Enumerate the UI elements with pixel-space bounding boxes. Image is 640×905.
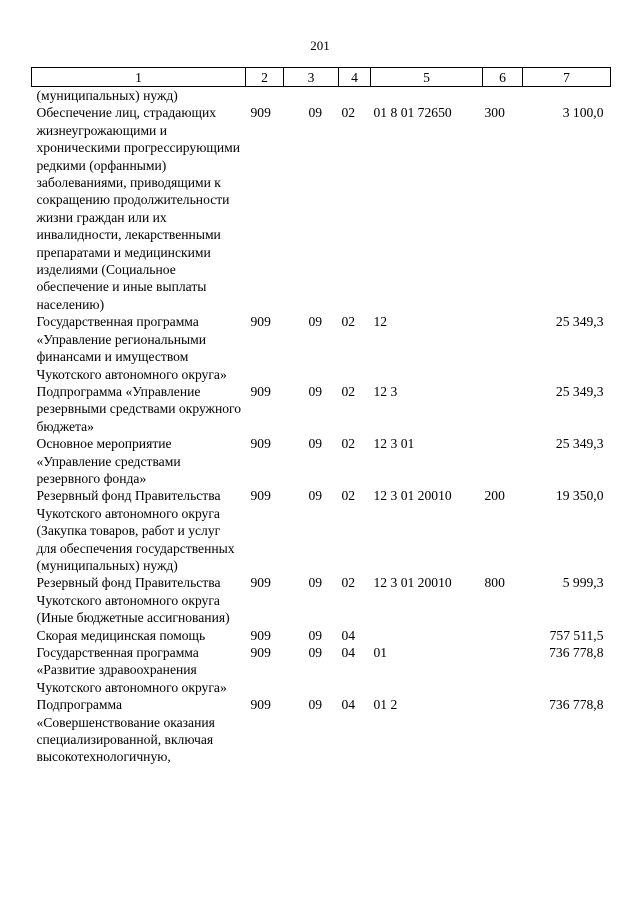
budget-table <box>31 67 611 766</box>
row-ministry-code: 909 <box>250 575 271 591</box>
row-subsection-code: 04 <box>341 645 356 660</box>
row-name: Государственная программа «Развитие здравоохранения Чукотского автономного округа» <box>36 645 227 695</box>
row-expense-type <box>483 87 523 105</box>
row-subsection-code: 04 <box>341 697 356 713</box>
row-amount: 19 350,0 <box>555 488 604 504</box>
row-section-code: 09 <box>308 575 323 591</box>
row-ministry-code: 909 <box>250 697 271 713</box>
table-row <box>32 574 611 626</box>
row-subsection-code: 02 <box>341 314 356 330</box>
table-row <box>32 104 611 313</box>
row-ministry-code: 909 <box>250 383 271 399</box>
table-row <box>32 644 611 696</box>
row-amount: 757 511,5 <box>549 627 604 643</box>
row-ministry-code: 909 <box>250 627 271 643</box>
row-section-code: 09 <box>308 436 323 452</box>
header-col-4: 4 <box>339 68 371 87</box>
row-expense-type: 300 <box>484 105 505 121</box>
row-target-code: 12 3 01 20010 <box>373 488 452 504</box>
row-ministry-code: 909 <box>250 105 271 121</box>
header-col-2: 2 <box>246 68 284 87</box>
row-amount: 25 349,3 <box>555 314 604 330</box>
row-name: Основное мероприятие «Управление средствами резервного фонда» <box>36 436 181 486</box>
row-subsection-code: 02 <box>341 488 356 504</box>
row-target-code: 12 3 01 <box>373 436 415 452</box>
row-target-code: 12 3 01 20010 <box>373 575 452 591</box>
table-row <box>32 435 611 487</box>
row-subsection-code: 02 <box>341 383 356 399</box>
row-target-code <box>371 87 483 105</box>
row-amount: 25 349,3 <box>555 436 604 452</box>
row-subsection-code: 02 <box>341 575 356 591</box>
row-expense-type <box>483 627 523 644</box>
row-target-code <box>371 627 483 644</box>
row-name: Резервный фонд Правительства Чукотского автономного округа (Иные бюджетные ассигнования) <box>36 575 230 626</box>
row-section-code: 09 <box>308 645 323 660</box>
row-target-code: 12 3 <box>373 383 398 399</box>
table-row <box>32 696 611 766</box>
row-name: Государственная программа «Управление региональными финансами и имуществом Чукотского автономного округа» <box>36 314 227 382</box>
header-col-6: 6 <box>483 68 523 87</box>
row-expense-type: 800 <box>484 575 505 591</box>
row-expense-type <box>483 696 523 766</box>
row-ministry-code: 909 <box>250 645 271 660</box>
table-row <box>32 87 611 105</box>
row-target-code: 01 <box>373 645 388 660</box>
row-amount: 25 349,3 <box>555 383 604 399</box>
row-ministry-code: 909 <box>250 488 271 504</box>
row-expense-type <box>483 435 523 487</box>
row-amount: 736 778,8 <box>549 697 604 713</box>
row-ministry-code <box>246 87 284 105</box>
row-subsection-code: 02 <box>341 105 356 121</box>
table-row <box>32 313 611 383</box>
table-row <box>32 627 611 644</box>
row-expense-type <box>483 313 523 383</box>
row-amount: 736 778,8 <box>549 645 604 660</box>
row-section-code: 09 <box>308 697 323 713</box>
header-col-7: 7 <box>523 68 611 87</box>
row-target-code: 01 2 <box>373 697 398 713</box>
row-name: (муниципальных) нужд) <box>36 88 178 103</box>
row-target-code: 01 8 01 72650 <box>373 105 452 121</box>
table-row <box>32 487 611 574</box>
row-ministry-code: 909 <box>250 314 271 330</box>
row-ministry-code: 909 <box>250 436 271 452</box>
row-expense-type <box>483 644 523 696</box>
row-name: Подпрограмма «Управление резервными средствами окружного бюджета» <box>36 383 242 434</box>
row-section-code: 09 <box>308 627 323 643</box>
row-section-code: 09 <box>308 105 323 121</box>
table-header-row <box>32 68 611 87</box>
row-name: Скорая медицинская помощь <box>36 627 206 643</box>
row-amount: 3 100,0 <box>562 105 604 121</box>
row-section-code <box>284 87 339 105</box>
row-section-code: 09 <box>308 314 323 330</box>
row-section-code: 09 <box>308 383 323 399</box>
row-amount <box>523 87 611 105</box>
row-name: Обеспечение лиц, страдающих жизнеугрожающими и хроническими прогрессирующими редкими (орфанными) заболеваниями, приводящими к сокращению продолжительности жизни граждан или их инвалидности, лекарственными препаратами и медицинскими изделиями (Социальное обеспечение и иные выплаты населению) <box>36 105 240 312</box>
row-name: Резервный фонд Правительства Чукотского автономного округа (Закупка товаров, работ и услуг для обеспечения государственных (муниципальных) нужд) <box>36 488 235 573</box>
header-col-5: 5 <box>371 68 483 87</box>
page-number: 201 <box>310 38 330 53</box>
row-subsection-code: 04 <box>341 627 356 643</box>
row-target-code: 12 <box>373 314 388 330</box>
row-expense-type: 200 <box>484 488 505 504</box>
row-name: Подпрограмма «Совершенствование оказания специализированной, включая высокотехнологичную, <box>36 697 215 765</box>
row-expense-type <box>483 383 523 435</box>
row-amount: 5 999,3 <box>562 575 604 591</box>
row-subsection-code: 02 <box>341 436 356 452</box>
header-col-3: 3 <box>284 68 339 87</box>
table-row <box>32 383 611 435</box>
header-col-1: 1 <box>32 68 246 87</box>
row-section-code: 09 <box>308 488 323 504</box>
row-subsection-code <box>339 87 371 105</box>
